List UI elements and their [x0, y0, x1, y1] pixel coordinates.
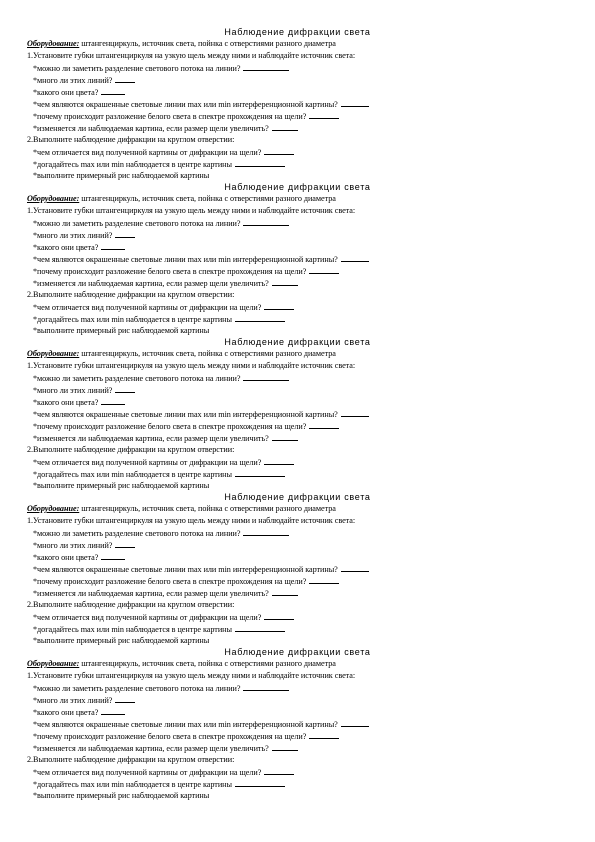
question-7: *чем отличается вид полученной картины от дифракции на щели? [33, 457, 294, 467]
question-1: *можно ли заметить разделение светового потока на линии? [33, 218, 289, 228]
question-3: *какого они цвета? [33, 397, 125, 407]
answer-blank[interactable] [309, 576, 339, 584]
equipment-text: штангенциркуль, источник света, пойнка с отверстиями разного диаметра [79, 194, 336, 203]
block-title: Наблюдение дифракции света [224, 492, 371, 502]
answer-blank[interactable] [101, 552, 125, 560]
worksheet-block [0, 647, 595, 802]
answer-blank[interactable] [341, 99, 369, 107]
question-3: *какого они цвета? [33, 87, 125, 97]
question-1: *можно ли заметить разделение светового потока на линии? [33, 63, 289, 73]
answer-blank[interactable] [309, 266, 339, 274]
question-5: *почему происходит разложение белого света в спектре прохождения на щели? [33, 111, 339, 121]
step-2: 2.Выполните наблюдение дифракции на круглом отверстии: [27, 290, 235, 299]
question-6: *изменяется ли наблюдаемая картина, если размер щели увеличить? [33, 433, 298, 443]
step-2: 2.Выполните наблюдение дифракции на круглом отверстии: [27, 600, 235, 609]
answer-blank[interactable] [235, 469, 285, 477]
question-6: *изменяется ли наблюдаемая картина, если размер щели увеличить? [33, 123, 298, 133]
question-7: *чем отличается вид полученной картины от дифракции на щели? [33, 147, 294, 157]
question-2: *много ли этих линий? [33, 75, 135, 85]
answer-blank[interactable] [264, 612, 294, 620]
question-5: *почему происходит разложение белого света в спектре прохождения на щели? [33, 576, 339, 586]
equipment-line [27, 194, 336, 204]
question-4: *чем являются окрашенные световые линии max или min интерференционной картины? [33, 409, 369, 419]
answer-blank[interactable] [101, 87, 125, 95]
question-8: *догадайтесь max или min наблюдается в центре картины [33, 624, 285, 634]
worksheet-block [0, 182, 595, 337]
equipment-label: Оборудование: [27, 194, 80, 203]
step-2: 2.Выполните наблюдение дифракции на круглом отверстии: [27, 445, 235, 454]
question-2: *много ли этих линий? [33, 540, 135, 550]
answer-blank[interactable] [341, 409, 369, 417]
question-5: *почему происходит разложение белого света в спектре прохождения на щели? [33, 266, 339, 276]
equipment-text: штангенциркуль, источник света, пойнка с отверстиями разного диаметра [79, 349, 336, 358]
worksheet-block [0, 27, 595, 182]
answer-blank[interactable] [309, 421, 339, 429]
question-2: *много ли этих линий? [33, 230, 135, 240]
question-8: *догадайтесь max или min наблюдается в центре картины [33, 159, 285, 169]
block-title: Наблюдение дифракции света [224, 337, 371, 347]
answer-blank[interactable] [264, 147, 294, 155]
answer-blank[interactable] [115, 230, 135, 238]
answer-blank[interactable] [264, 457, 294, 465]
question-2: *много ли этих линий? [33, 695, 135, 705]
question-9: *выполните примерный рис наблюдаемой картины [33, 636, 210, 645]
equipment-label: Оборудование: [27, 39, 80, 48]
equipment-text: штангенциркуль, источник света, пойнка с отверстиями разного диаметра [79, 39, 336, 48]
question-5: *почему происходит разложение белого света в спектре прохождения на щели? [33, 731, 339, 741]
question-7: *чем отличается вид полученной картины от дифракции на щели? [33, 767, 294, 777]
question-4: *чем являются окрашенные световые линии max или min интерференционной картины? [33, 99, 369, 109]
equipment-label: Оборудование: [27, 504, 80, 513]
step-1: 1.Установите губки штангенциркуля на узкую щель между ними и наблюдайте источник света: [27, 671, 356, 680]
answer-blank[interactable] [235, 159, 285, 167]
answer-blank[interactable] [243, 63, 289, 71]
step-2: 2.Выполните наблюдение дифракции на круглом отверстии: [27, 135, 235, 144]
question-1: *можно ли заметить разделение светового потока на линии? [33, 528, 289, 538]
answer-blank[interactable] [309, 111, 339, 119]
question-6: *изменяется ли наблюдаемая картина, если размер щели увеличить? [33, 588, 298, 598]
answer-blank[interactable] [243, 373, 289, 381]
answer-blank[interactable] [235, 624, 285, 632]
answer-blank[interactable] [101, 707, 125, 715]
equipment-label: Оборудование: [27, 349, 80, 358]
question-8: *догадайтесь max или min наблюдается в центре картины [33, 314, 285, 324]
question-9: *выполните примерный рис наблюдаемой картины [33, 791, 210, 800]
step-2: 2.Выполните наблюдение дифракции на круглом отверстии: [27, 755, 235, 764]
equipment-line [27, 659, 336, 669]
answer-blank[interactable] [101, 397, 125, 405]
question-5: *почему происходит разложение белого света в спектре прохождения на щели? [33, 421, 339, 431]
answer-blank[interactable] [115, 540, 135, 548]
worksheet-block [0, 492, 595, 647]
answer-blank[interactable] [272, 433, 298, 441]
worksheet-block [0, 337, 595, 492]
answer-blank[interactable] [272, 743, 298, 751]
equipment-line [27, 349, 336, 359]
answer-blank[interactable] [115, 695, 135, 703]
answer-blank[interactable] [341, 254, 369, 262]
question-6: *изменяется ли наблюдаемая картина, если размер щели увеличить? [33, 743, 298, 753]
answer-blank[interactable] [115, 75, 135, 83]
answer-blank[interactable] [341, 719, 369, 727]
step-1: 1.Установите губки штангенциркуля на узкую щель между ними и наблюдайте источник света: [27, 206, 356, 215]
answer-blank[interactable] [272, 123, 298, 131]
question-4: *чем являются окрашенные световые линии max или min интерференционной картины? [33, 719, 369, 729]
equipment-text: штангенциркуль, источник света, пойнка с отверстиями разного диаметра [79, 659, 336, 668]
equipment-text: штангенциркуль, источник света, пойнка с отверстиями разного диаметра [79, 504, 336, 513]
question-9: *выполните примерный рис наблюдаемой картины [33, 481, 210, 490]
question-7: *чем отличается вид полученной картины от дифракции на щели? [33, 302, 294, 312]
answer-blank[interactable] [243, 218, 289, 226]
answer-blank[interactable] [309, 731, 339, 739]
step-1: 1.Установите губки штангенциркуля на узкую щель между ними и наблюдайте источник света: [27, 361, 356, 370]
answer-blank[interactable] [272, 278, 298, 286]
question-9: *выполните примерный рис наблюдаемой картины [33, 171, 210, 180]
question-1: *можно ли заметить разделение светового потока на линии? [33, 683, 289, 693]
question-9: *выполните примерный рис наблюдаемой картины [33, 326, 210, 335]
answer-blank[interactable] [243, 683, 289, 691]
answer-blank[interactable] [272, 588, 298, 596]
answer-blank[interactable] [115, 385, 135, 393]
step-1: 1.Установите губки штангенциркуля на узкую щель между ними и наблюдайте источник света: [27, 516, 356, 525]
answer-blank[interactable] [101, 242, 125, 250]
answer-blank[interactable] [235, 779, 285, 787]
block-title: Наблюдение дифракции света [224, 182, 371, 192]
answer-blank[interactable] [341, 564, 369, 572]
question-6: *изменяется ли наблюдаемая картина, если размер щели увеличить? [33, 278, 298, 288]
question-3: *какого они цвета? [33, 242, 125, 252]
answer-blank[interactable] [264, 302, 294, 310]
answer-blank[interactable] [264, 767, 294, 775]
question-7: *чем отличается вид полученной картины от дифракции на щели? [33, 612, 294, 622]
equipment-label: Оборудование: [27, 659, 80, 668]
question-8: *догадайтесь max или min наблюдается в центре картины [33, 469, 285, 479]
block-title: Наблюдение дифракции света [224, 647, 371, 657]
answer-blank[interactable] [235, 314, 285, 322]
question-8: *догадайтесь max или min наблюдается в центре картины [33, 779, 285, 789]
answer-blank[interactable] [243, 528, 289, 536]
question-4: *чем являются окрашенные световые линии max или min интерференционной картины? [33, 254, 369, 264]
equipment-line [27, 504, 336, 514]
question-4: *чем являются окрашенные световые линии max или min интерференционной картины? [33, 564, 369, 574]
equipment-line [27, 39, 336, 49]
question-3: *какого они цвета? [33, 707, 125, 717]
question-3: *какого они цвета? [33, 552, 125, 562]
question-2: *много ли этих линий? [33, 385, 135, 395]
question-1: *можно ли заметить разделение светового потока на линии? [33, 373, 289, 383]
step-1: 1.Установите губки штангенциркуля на узкую щель между ними и наблюдайте источник света: [27, 51, 356, 60]
block-title: Наблюдение дифракции света [224, 27, 371, 37]
